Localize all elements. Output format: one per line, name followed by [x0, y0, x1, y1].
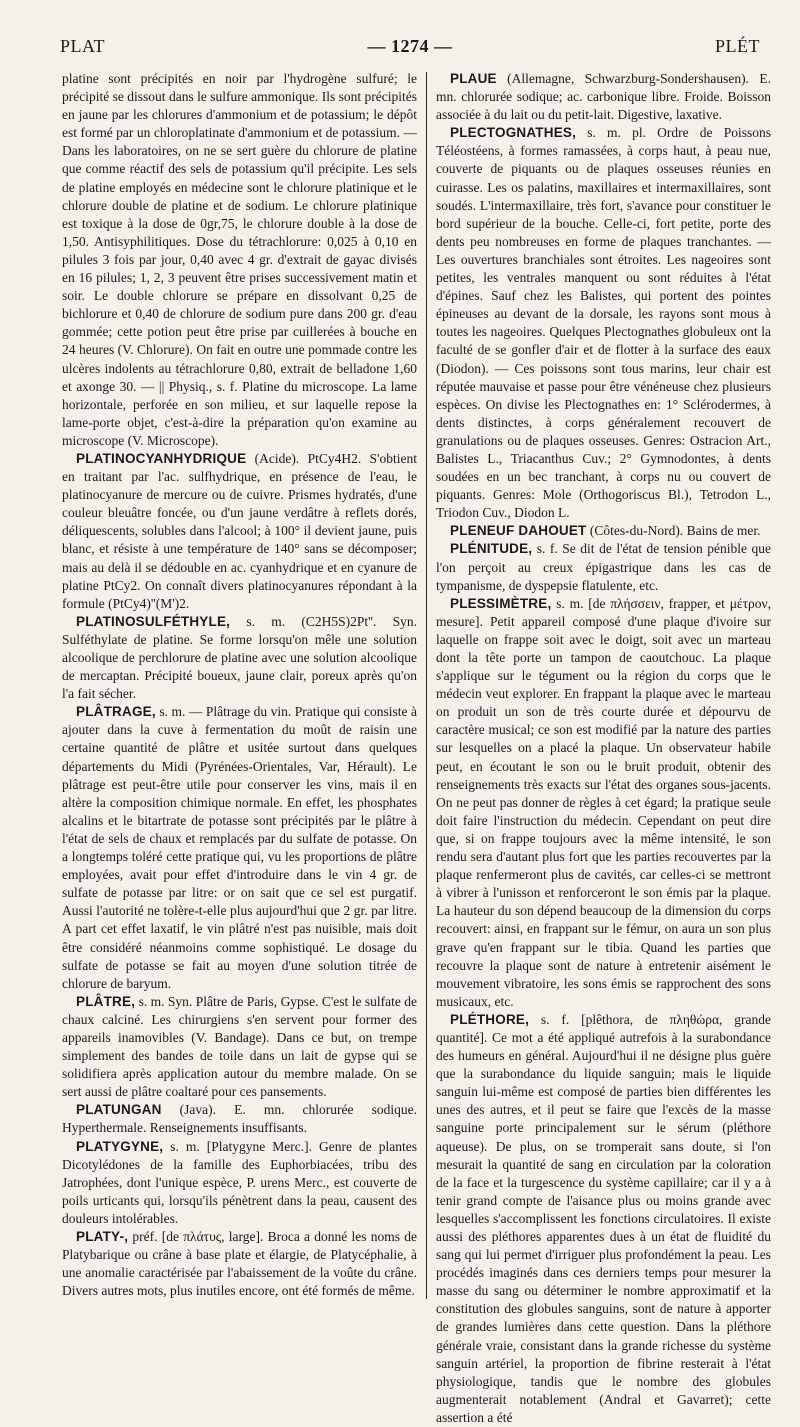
entry-body: s. m. — Plâtrage du vin. Pratique qui consiste à ajouter dans la cuve à fermentation du moût de raisin une certaine quantité de plâtre et usitée surtout dans quelques départements du Midi (Pyrénées-Orientales, Var, Hérault). Le plâtrage est peut-être utile pour conserver les vins, mais il en altère la composition chimique normale. En effet, les phosphates alcalins et le bitartrate de potasse sont précipités par le plâtre à l'état de sels de chaux et remplacés par du sulfate de potasse. On a longtemps toléré cette pratique qui, vu les proportions de plâtre employées, avait pour effet d'introduire dans le vin 4 gr. de sulfate de potasse par litre: or on sait que ce sel est purgatif. Aussi l'autorité ne tolère-t-elle plus aujourd'hui que 2 gr. par litre. A part cet effet laxatif, le vin plâtré n'est pas nuisible, mais doit être considéré néanmoins comme sophistiqué. Le dosage du sulfate de potasse se fait au moyen d'une solution titrée de chlorure de baryum. — [62, 704, 417, 991]
entry-body: s. f. Se dit de l'état de tension pénible que l'on perçoit au creux épigastrique dans les cas de tympanisme, de dyspepsie flatulente, etc. — [436, 541, 771, 593]
entry — [436, 595, 771, 1011]
entry-headword: PLENEUF DAHOUET — [450, 523, 587, 539]
entry — [62, 1101, 417, 1137]
entry-body: (Acide). PtCy4H2. S'obtient en traitant par l'ac. sulfhydrique, en présence de l'eau, le platinocyanure de mercure ou de cuivre. Prismes hydratés, d'une couleur bleuâtre foncée, ou d'un jaune verdâtre à reflets dorés, déliquescents, solubles dans l'alcool; à 100° il devient jaune, puis blanc, et résiste à une température de 140° sans se décomposer; mais au delà il se dédouble en ac. cyanhydrique et en cyanure de platine PtCy2. On connaît divers platinocyanures répondant à la formule (PtCy4)''(M')2. — [62, 450, 417, 611]
entry-headword: PLÉNITUDE, — [450, 541, 533, 557]
entry-headword: PLÂTRAGE, — [76, 704, 156, 720]
entry-body: préf. [de πλάτυς, large]. Broca a donné les noms de Platybarique ou crâne à base plate et élargie, de Platycéphalie, à une anomalie caractérisée par l'abaissement de la voûte du crâne. Divers autres mots, plus inutiles encore, ont été formés de même. — [62, 1229, 417, 1299]
entry-headword: PLATY-, — [76, 1229, 129, 1244]
entry-headword: PLECTOGNATHES, — [450, 125, 577, 141]
entry-headword: PLÉTHORE, — [450, 1011, 530, 1027]
entry-body: (Allemagne, Schwarzburg-Sondershausen). E. mn. chlorurée sodique; ac. carbonique libre. Froide. Boisson associée à du lait ou du petit-lait. Digestive, laxative. — [436, 71, 771, 123]
entry-headword: PLATYGYNE, — [76, 1138, 164, 1154]
left-column — [62, 70, 417, 1305]
entry — [62, 993, 417, 1102]
entry-headword: PLÂTRE, — [76, 993, 136, 1009]
entry-body: s. f. [plêthora, de πληθώρα, grande quantité]. Ce mot a été appliqué autrefois à la surabondance des humeurs en général. Aujourd'hui il ne désigne plus guère que la surabondance du liquide sanguin; mais le liquide sanguin lui-même est composé de parties bien différentes les unes des autres, et il peut se faire que l'excès de la masse sanguine porte principalement sur le sérum (pléthore aqueuse). De plus, on se tromperait sans doute, si l'on mesurait la quantité de sang en circulation par la coloration de la face et la turgescence du système capillaire; car il y a à tenir grand compte de l'aisance plus ou moins grande avec lesquelles s'accomplissent les fonctions circulatoires. Il existe aussi des pléthores apparentes dues à un état de fluidité du sang qui lui permet d'irriguer plus profondément la peau. Les procédés imaginés dans ces derniers temps pour mesurer la masse du sang ou déterminer le nombre approximatif et la constitution des globules sanguins, sont de nature à apporter de grandes lumières dans cette question. Dans la pléthore générale vraie, consistant dans la grande richesse du système sanguin artériel, la proportion de fibrine resterait à l'état physiologique, tandis que le nombre des globules augmenterait notablement (Andral et Gavarret); cette assertion a été — [436, 1011, 771, 1425]
entry-headword: PLATINOCYANHYDRIQUE — [76, 450, 247, 466]
entry — [436, 1011, 771, 1427]
running-head-left: PLAT — [60, 35, 106, 56]
entry — [62, 450, 417, 613]
entry — [62, 613, 417, 703]
entry-body: s. m. (C2H5S)2Pt''. Syn. Sulféthylate de platine. Se forme lorsqu'on mêle une solution alcoolique de perchlorure de platine avec une solution alcoolique de mercaptan. Précipité boueux, jaune clair, poreux après qu'on l'a fait sécher. — [62, 613, 417, 702]
right-column — [436, 70, 771, 1425]
entry-body: (Java). E. mn. chlorurée sodique. Hyperthermale. Renseignements insuffisants. — [62, 1102, 417, 1136]
entry-body: platine sont précipités en noir par l'hydrogène sulfuré; le précipité se dissout dans le sulfure ammonique. Ils sont précipités en jaune par les chlorures d'ammonium et de potassium; le dépôt est formé par un chloroplatinate d'ammonium et de potassium. — Dans les laboratoires, on ne se sert guère du chlorure de platine que comme réactif des sels de potassium qu'il précipite. Les sels de platine employés en médecine sont le chlorure platinique et le chlorure double de platine et de sodium. Le chlorure platinique est toxique à la dose de 0gr,75, le chlorure double à la dose de 1,50. Antisyphilitiques. Dose du tétrachlorure: 0,025 à 0,10 en pilules 3 fois par jour, 0,40 avec 4 gr. d'extrait de gayac divisés en 16 pilules; 1, 2, 3 peuvent être prises successivement matin et soir. Le double chlorure se prépare en dissolvant 0,25 de bichlorure et 0,40 de chlorure de sodium pure dans 200 gr. d'eau gommée; cette potion peut être prise par cuillerées à bouche en 24 heures (V. Chlorure). On fait en outre une pommade contre les ulcères indolents au tétrachlorure 0,80, extrait de belladone 1,60 et axonge 30. — || Physiq., s. f. Platine du microscope. La lame horizontale, perforée en son milieu, et sur laquelle repose la lame-porte objet, c'est-à-dire la préparation qu'on examine au microscope (V. Microscope). — [62, 71, 417, 448]
entry — [436, 70, 771, 124]
entry-body: s. m. [de πλήσσειν, frapper, et μέτρον, mesure]. Petit appareil composé d'une plaque d'ivoire sur laquelle on frappe soit avec le doigt, soit avec un marteau dont la tête porte un tampon de caoutchouc. La plaque s'applique sur le tégument ou la région du corps que le médecin veut explorer. En frappant la plaque avec le marteau on produit un son de très courte durée et dépourvu de caractère musical; ce son est modifié par la nature des parties sur lesquelles on a placé la plaque. Un observateur habile peut, en écoutant le son ou le bruit produit, obtenir des renseignements très exacts sur l'état des organes sous-jacents. On ne peut pas donner de règles à cet égard; la pratique seule doit faire l'instruction du médecin. Cependant on peut dire que, si on frappe toujours avec la même intensité, le son rendu sera d'autant plus fort que les parties recouvertes par la plaque renfermeront plus de cavités, car celles-ci se mettront à vibrer à l'unisson et renforceront le son émis par la plaque. La hauteur du son dépend beaucoup de la dimension du corps recouvert: ainsi, en frappant sur le fémur, on aura un son plus grave qu'en frappant sur le tibia. Quand les parties que recouvre la plaque sont de nature à entretenir aisément le mouvement vibratoire, les sons émis se rapprochent des sons musicaux, etc. — [436, 595, 771, 1009]
entry — [436, 522, 771, 540]
entry-headword: PLAUE — [450, 71, 497, 86]
page-number: — 1274 — — [367, 35, 453, 56]
entry-body: s. m. Syn. Plâtre de Paris, Gypse. C'est le sulfate de chaux calciné. Les chirurgiens s'en servent pour former des appareils inamovibles (V. Bandage). Dans ce but, on trempe simplement des bandes de toile dans un lait de gypse qui se solidifiera après application autour du membre malade. On se sert aussi de plâtre coaltaré pour ces pansements. — [62, 993, 417, 1100]
entry — [62, 1138, 417, 1228]
entry — [62, 70, 417, 450]
entry-body: s. m. pl. Ordre de Poissons Téléostéens, à formes ramassées, à corps haut, à peau nue, couverte de piquants ou de plaques osseuses réunies en cuirasse. Les os palatins, maxillaires et intermaxillaires, sont soudés. L'intermaxillaire, très fort, s'avance pour constituer le bord supérieur de la bouche. Celle-ci, fort petite, porte des dents peu nombreuses en forme de plaques tranchantes. — Les ouvertures branchiales sont étroites. Les nageoires sont petites, les ventrales manquent ou sont réduites à l'état d'épines. Sauf chez les Balistes, qui portent des pointes épineuses au devant de la dorsale, les rayons sont mous à toutes les nageoires. Quelques Plectognathes globuleux ont la faculté de se gonfler d'air et de flotter à la surface des eaux (Diodon). — Ces poissons sont tous marins, leur chair est réputée mauvaise et passe pour être vénéneuse chez plusieurs espèces. On divise les Plectognathes en: 1° Sclérodermes, à dents distinctes, à corps généralement recouvert de granulations ou de plaques osseuses. Genres: Ostracion Art., Balistes L., Triacanthus Cuv.; 2° Gymnodontes, à dents soudées en un bec tranchant, à corps nu ou couvert de piquants. Genres: Mole (Orthogoriscus Bl.), Tetrodon L., Triodon Cuv., Diodon L. — [436, 125, 771, 521]
running-head-right: PLÉT — [714, 35, 760, 56]
entry — [436, 540, 771, 594]
entry-headword: PLATINOSULFÉTHYLE, — [76, 613, 231, 629]
column-divider — [426, 72, 427, 1299]
entry-body: s. m. [Platygyne Merc.]. Genre de plantes Dicotylédones de la famille des Euphorbiacées, tribu des Jatrophées, dont l'unique espèce, P. urens Merc., est couverte de poils urticants qui, lorsqu'ils pénètrent dans la peau, causent des douleurs intolérables. — [62, 1138, 417, 1226]
entry-headword: PLATUNGAN — [76, 1102, 162, 1118]
entry-headword: PLESSIMÈTRE, — [450, 595, 552, 611]
entry — [436, 124, 771, 522]
entry — [62, 1228, 417, 1300]
entry — [62, 703, 417, 993]
page-header — [60, 26, 760, 66]
entry-body: (Côtes-du-Nord). Bains de mer. — [586, 523, 761, 539]
